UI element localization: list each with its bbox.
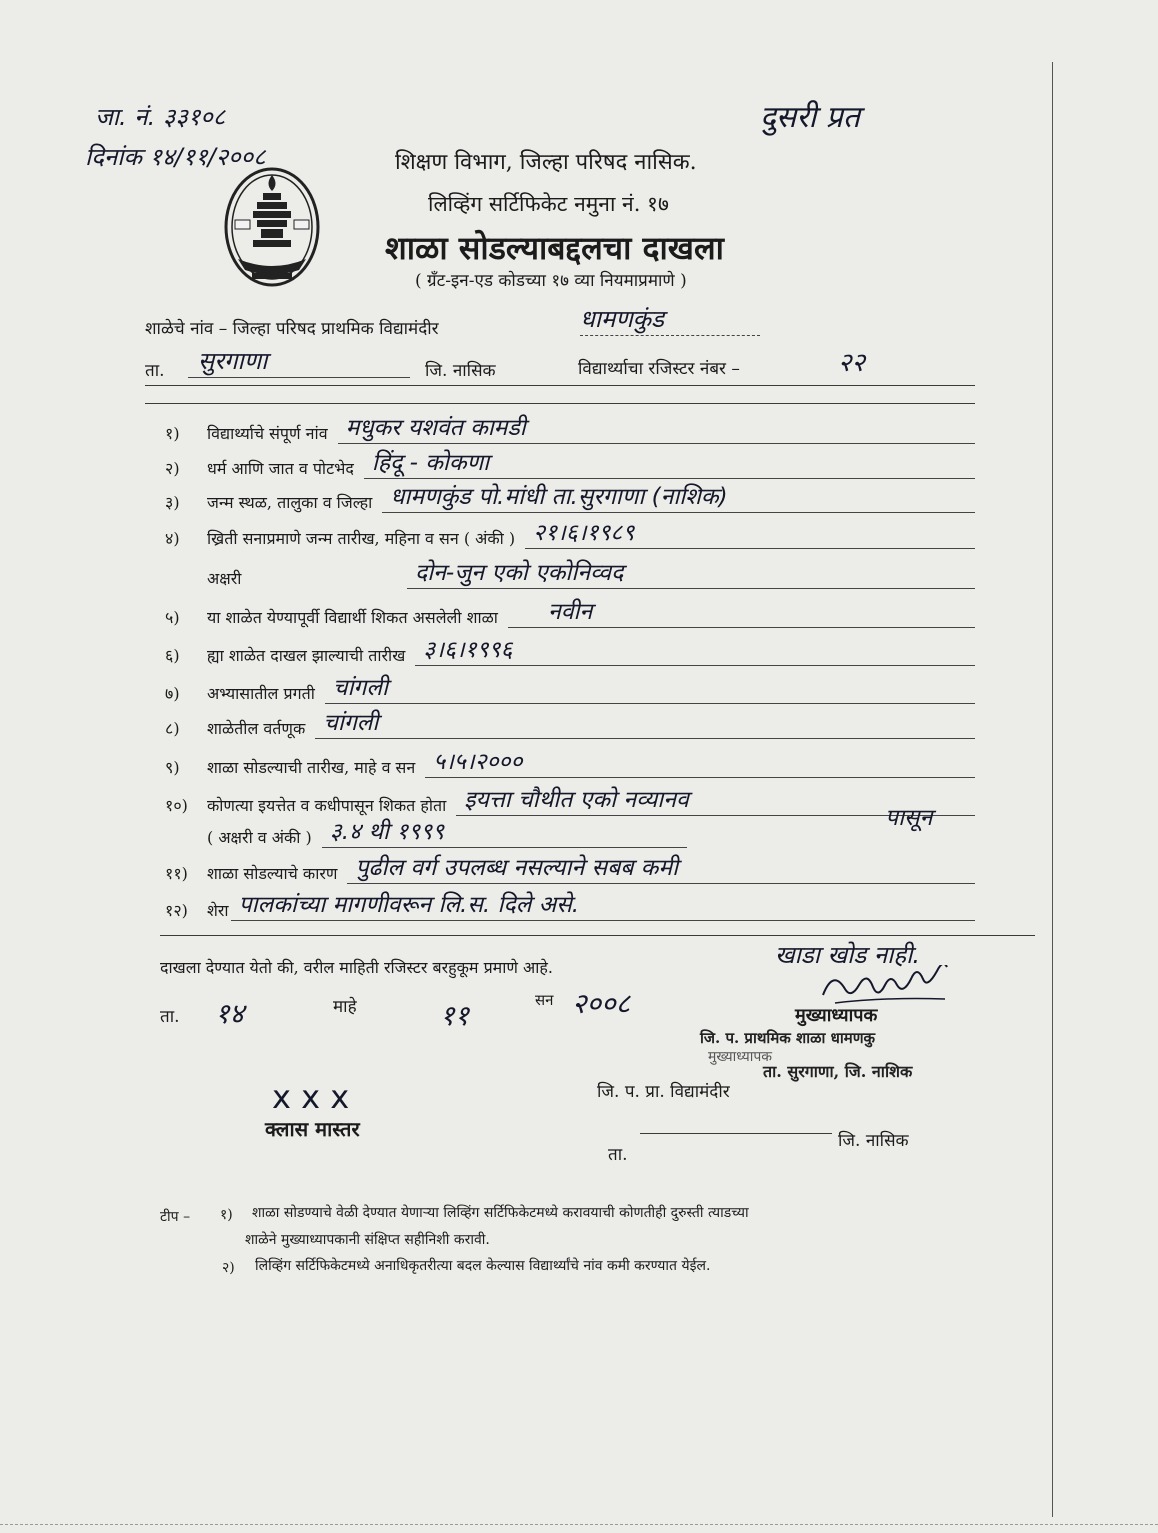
field-value: चांगली	[315, 708, 975, 739]
field-value: चांगली	[325, 673, 975, 704]
lamp-emblem-icon	[222, 163, 322, 302]
field-birthplace	[165, 479, 975, 513]
certification-remark: खाडा खोड नाही.	[775, 941, 920, 969]
field-label: शाळा सोडल्याची तारीख, माहे व सन	[207, 758, 416, 777]
field-conduct	[165, 705, 975, 739]
stamp-school-line: जि. प. प्राथमिक शाळा धामणकु	[700, 1029, 876, 1047]
field-standard-studying	[165, 782, 975, 816]
field-value: ३।६।१९९६	[415, 635, 975, 666]
bottom-district-label: जि. नासिक	[838, 1131, 909, 1151]
field-progress	[165, 670, 975, 704]
issue-month: ११	[440, 999, 470, 1032]
field-value: पालकांच्या मागणीवरून लि.स. दिले असे.	[231, 890, 975, 921]
district-label: जि. नासिक	[425, 361, 496, 381]
field-label: ( अक्षरी व अंकी )	[207, 828, 312, 847]
field-value: दोन-जुन एको एकोनिव्वद	[407, 558, 975, 589]
field-number: ८)	[165, 719, 180, 738]
headmaster-school-label: जि. प. प्रा. विद्यामंदीर	[597, 1082, 730, 1102]
field-number: १)	[165, 424, 180, 443]
field-leaving-reason	[165, 850, 975, 884]
field-value: ५।५।२०००	[425, 747, 975, 778]
field-value: ३.४ थी १९९९	[322, 817, 687, 848]
field-label: ह्या शाळेत दाखल झाल्याची तारीख	[207, 646, 406, 665]
taluka-value: सुरगाणा	[188, 344, 410, 378]
school-name-label: शाळेचे नांव – जिल्हा परिषद प्राथमिक विद्यामंदीर	[145, 319, 439, 339]
divider-line	[145, 403, 975, 404]
field-religion-caste	[165, 445, 975, 479]
field-label: ख्रिती सनाप्रमाणे जन्म तारीख, महिना व सन ( अंकी )	[207, 529, 516, 548]
field-admission-date	[165, 632, 975, 666]
form-name: लिव्हिंग सर्टिफिकेट नमुना नं. १७	[428, 192, 669, 216]
issue-month-label: माहे	[333, 997, 357, 1017]
scan-edge-line	[1052, 62, 1053, 1517]
field-value: मधुकर यशवंत कामडी	[338, 413, 975, 444]
school-name-value: धामणकुंड	[580, 302, 760, 336]
field-number: ७)	[165, 684, 180, 703]
note-text: शाळेने मुख्याध्यापकानी संक्षिप्त सहीनिशी करावी.	[245, 1232, 490, 1248]
field-number: ९)	[165, 758, 180, 777]
field-label: धर्म आणि जात व पोटभेद	[207, 459, 354, 478]
certification-statement: दाखला देण्यात येतो की, वरील माहिती रजिस्टर बरहुकूम प्रमाणे आहे.	[160, 958, 553, 977]
field-birth-date	[165, 515, 975, 549]
field-number: ३)	[165, 493, 180, 512]
field-student-name	[165, 410, 975, 444]
field-value: २१।६।१९८९	[525, 518, 975, 549]
divider-line	[145, 385, 975, 386]
field-value-continued: पासून	[885, 805, 933, 831]
copy-label: दुसरी प्रत	[760, 100, 860, 135]
headmaster-title: मुख्याध्यापक	[795, 1005, 878, 1026]
bottom-taluka-label: ता.	[608, 1145, 628, 1165]
issue-year: २००८	[572, 987, 631, 1020]
scan-bottom-line	[0, 1524, 1158, 1525]
field-number: १२)	[165, 901, 188, 920]
field-value: धामणकुंड पो.मांधी ता.सुरगाणा (नाशिक)	[382, 482, 975, 513]
note-number: १)	[220, 1207, 233, 1223]
field-leaving-date	[165, 744, 975, 778]
field-number: ४)	[165, 529, 180, 548]
field-value: इयत्ता चौथीत एको नव्यानव	[456, 785, 975, 816]
class-teacher-mark: x x x	[272, 1078, 350, 1116]
issue-day: १४	[215, 997, 245, 1030]
reference-date: दिनांक १४/११/२००८	[85, 143, 266, 171]
note-text: शाळा सोडण्याचे वेळी देण्यात येणाऱ्या लिव्हिंग सर्टिफिकेटमध्ये करावयाची कोणतीही दुरुस्ती त्याडच्या	[252, 1205, 749, 1221]
field-label: या शाळेत येण्यापूर्वी विद्यार्थी शिकत असलेली शाळा	[207, 608, 498, 627]
field-label: शेरा	[207, 901, 229, 920]
outward-number: जा. नं. ३३१०८	[95, 103, 226, 131]
field-number: १०)	[165, 796, 188, 815]
issue-year-label: सन	[535, 991, 554, 1009]
register-number-value: २२	[838, 348, 866, 378]
field-value: नवीन	[508, 597, 975, 628]
stamp-title-line: मुख्याध्यापक	[708, 1049, 773, 1065]
divider-line	[160, 935, 1035, 936]
field-birth-date-words	[207, 555, 975, 589]
field-label: शाळेतील वर्तणूक	[207, 719, 306, 738]
field-value: हिंदू - कोकणा	[364, 448, 975, 479]
document-subtitle: ( ग्रँट-इन-एड कोडच्या १७ व्या नियमाप्रमाणे )	[415, 271, 687, 291]
field-number: ५)	[165, 608, 180, 627]
field-label: शाळा सोडल्याचे कारण	[207, 864, 338, 883]
document-title: शाळा सोडल्याबद्दलचा दाखला	[385, 229, 724, 267]
note-number: २)	[222, 1260, 235, 1276]
field-previous-school	[165, 594, 975, 628]
class-teacher-title: क्लास मास्तर	[265, 1117, 360, 1141]
field-label: अभ्यासातील प्रगती	[207, 684, 315, 703]
field-number: ६)	[165, 646, 180, 665]
field-number: ११)	[165, 864, 188, 883]
taluka-blank-line	[640, 1133, 832, 1134]
field-label: कोणत्या इयत्तेत व कधीपासून शिकत होता	[207, 796, 447, 815]
field-remarks	[165, 887, 975, 921]
field-standard-in-words	[207, 814, 687, 848]
stamp-location-line: ता. सुरगाणा, जि. नाशिक	[763, 1062, 913, 1081]
issue-day-label: ता.	[160, 1007, 180, 1027]
field-number: २)	[165, 459, 180, 478]
field-label: विद्यार्थ्याचे संपूर्ण नांव	[207, 424, 328, 443]
field-value: पुढील वर्ग उपलब्ध नसल्याने सबब कमी	[347, 853, 975, 884]
field-label: जन्म स्थळ, तालुका व जिल्हा	[207, 493, 373, 512]
field-label: अक्षरी	[207, 569, 242, 588]
notes-label: टीप –	[160, 1209, 191, 1225]
department-heading: शिक्षण विभाग, जिल्हा परिषद नासिक.	[395, 150, 697, 175]
note-text: लिव्हिंग सर्टिफिकेटमध्ये अनाधिकृतरीत्या बदल केल्यास विद्यार्थ्यांचे नांव कमी करण्यात येईल.	[255, 1258, 711, 1274]
register-number-label: विद्यार्थ्याचा रजिस्टर नंबर –	[578, 359, 740, 379]
taluka-label: ता.	[145, 361, 165, 381]
